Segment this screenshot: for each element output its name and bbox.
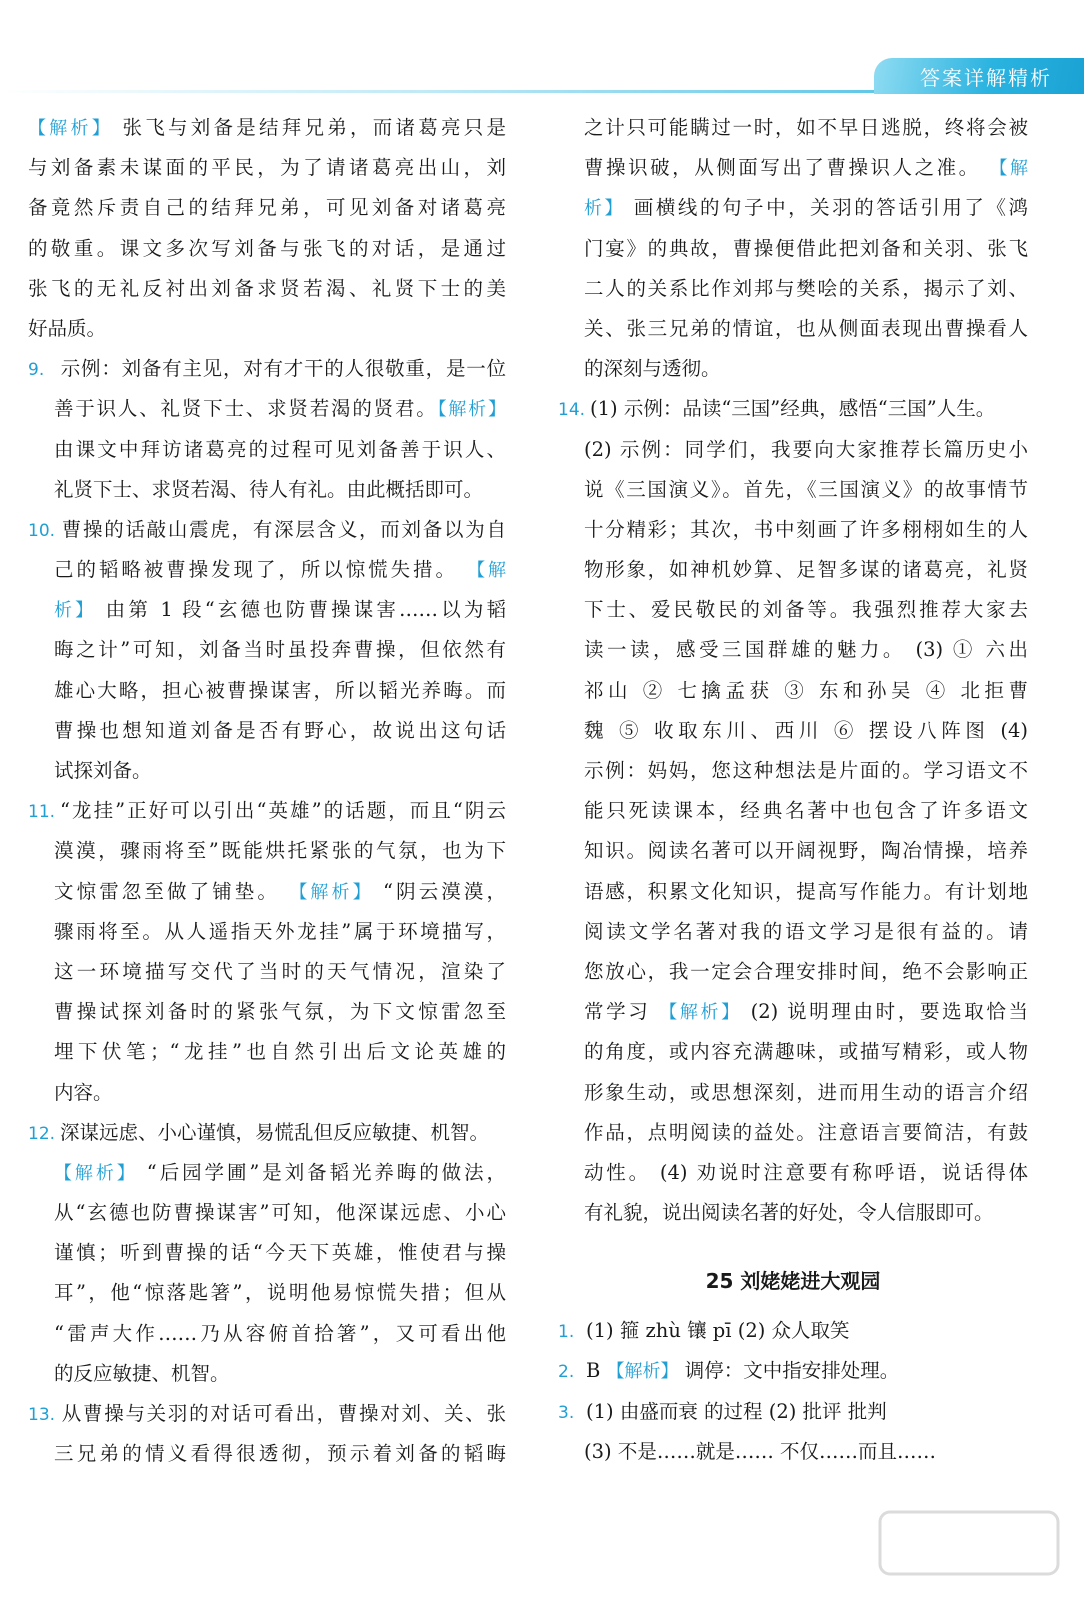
line-text: 的角度，或内容充满趣味，或描写精彩，或人物	[584, 1040, 1028, 1064]
text-line	[28, 1193, 506, 1233]
line-text: 能只死读课本，经典名著中也包含了许多语文	[584, 799, 1028, 823]
line-text: 下士、爱民敬民的刘备等。我强烈推荐大家去	[584, 598, 1028, 622]
analysis-tag: 【解析】	[606, 1361, 679, 1383]
text-line	[558, 1432, 1028, 1472]
question-number: 14.	[558, 400, 586, 421]
line-text: 语感，积累文化知识，提高写作能力。有计划地	[584, 879, 1028, 903]
line-text: 己的韬略被曹操发现了，所以惊慌失措。 【解	[54, 558, 506, 582]
line-text: 有礼貌，说出阅读名著的好处，令人信服即可。	[584, 1201, 994, 1225]
line-text: 这一环境描写交代了当时的天气情况，渲染了	[54, 959, 506, 983]
line-text: 由课文中拜访诸葛亮的过程可见刘备善于识人、	[54, 437, 506, 461]
line-text: 知识。阅读名著可以开阔视野，陶冶情操，培养	[584, 839, 1028, 863]
text-line	[28, 831, 506, 871]
text-line	[28, 590, 506, 630]
line-text: 形象生动，或思想深刻，进而用生动的语言介绍	[584, 1080, 1028, 1104]
text-line	[558, 108, 1028, 148]
text-line	[28, 229, 506, 269]
question-number: 10.	[28, 520, 56, 541]
text-line	[28, 751, 506, 791]
text-line	[558, 1073, 1028, 1113]
question-number: 11.	[28, 802, 56, 823]
text-line	[28, 349, 506, 389]
text-line	[28, 791, 506, 831]
text-line	[28, 108, 506, 148]
line-text: 门宴》的典故，曹操便借此把刘备和关羽、张飞	[584, 236, 1028, 260]
line-text: 物形象，如神机妙算、足智多谋的诸葛亮，礼贤	[584, 558, 1028, 582]
text-line	[558, 349, 1028, 389]
line-text: 的敬重。课文多次写刘备与张飞的对话，是通过	[28, 236, 506, 260]
line-text: 曹操试探刘备时的紧张气氛，为下文惊雷忽至	[54, 1000, 506, 1024]
text-line	[28, 430, 506, 470]
question-number: 3.	[558, 1402, 575, 1423]
line-text: (1) 箍 zhù 镶 pī (2) 众人取笑	[586, 1319, 850, 1343]
text-line	[28, 671, 506, 711]
analysis-tag: 析】	[54, 600, 97, 622]
line-text: 张飞的无礼反衬出刘备求贤若渴、礼贤下士的美	[28, 276, 506, 300]
line-text: 【解析】 张飞与刘备是结拜兄弟，而诸葛亮只是	[28, 116, 506, 139]
text-line	[558, 751, 1028, 791]
line-text: (1) 示例：品读“三国”经典，感悟“三国”人生。	[590, 397, 996, 421]
line-text: 试探刘备。	[54, 759, 152, 782]
text-line	[558, 389, 1028, 429]
text-line	[28, 1273, 506, 1313]
text-line	[558, 510, 1028, 550]
question-number: 2.	[558, 1362, 575, 1383]
analysis-tag: 【解析】	[289, 881, 374, 903]
line-text: 晦之计”可知，刘备当时虽投奔曹操，但依然有	[54, 638, 506, 662]
line-text: 善于识人、礼贤下士、求贤若渴的贤君。【解析】	[54, 397, 506, 421]
analysis-tag: 【解	[467, 560, 506, 582]
line-text: 读一读，感受三国群雄的魅力。 (3) ① 六出	[584, 638, 1028, 662]
text-line	[558, 590, 1028, 630]
text-line	[28, 269, 506, 309]
right-column-top	[558, 108, 1028, 1233]
text-line	[28, 992, 506, 1032]
text-line	[28, 1113, 506, 1153]
line-text: 谨慎；听到曹操的话“今天下英雄，惟使君与操	[54, 1241, 506, 1265]
line-text: 雄心大略，担心被曹操谋害，所以韬光养晦。而	[54, 678, 506, 702]
line-text: 作品，点明阅读的益处。注意语言要简洁，有鼓	[584, 1120, 1028, 1144]
line-text: 之计只可能瞒过一时，如不早日逃脱，终将会被	[584, 116, 1028, 139]
text-line	[28, 952, 506, 992]
line-text: “雷声大作……乃从容俯首拾箸”，又可看出他	[54, 1321, 506, 1345]
text-line	[28, 1032, 506, 1072]
line-text: 曹操的话敲山震虎，有深层含义，而刘备以为自	[60, 517, 506, 541]
analysis-tag: 【解析】	[437, 399, 506, 421]
header-tab: 答案详解精析	[874, 58, 1084, 94]
line-text: 您放心，我一定会合理安排时间，绝不会影响正	[584, 959, 1028, 983]
text-line	[28, 470, 506, 510]
text-line	[558, 791, 1028, 831]
text-line	[558, 711, 1028, 751]
text-line	[28, 510, 506, 550]
text-line	[28, 148, 506, 188]
text-line	[28, 1434, 506, 1474]
right-column-bottom	[558, 1311, 1028, 1472]
right-column	[558, 108, 1028, 1472]
analysis-tag: 【解析】	[659, 1002, 742, 1024]
text-line	[28, 188, 506, 228]
line-text: 十分精彩；其次，书中刻画了许多栩栩如生的人	[584, 517, 1028, 541]
text-line	[558, 1032, 1028, 1072]
text-line	[28, 711, 506, 751]
watermark-logo	[874, 1504, 1064, 1582]
text-line	[28, 630, 506, 670]
question-number: 13.	[28, 1405, 56, 1425]
analysis-tag: 【解析】	[54, 1162, 138, 1184]
text-line	[558, 430, 1028, 470]
analysis-tag: 【解	[989, 158, 1028, 180]
line-text: 示例：刘备有主见，对有才干的人很敬重，是一位	[60, 357, 506, 381]
line-text: “龙挂”正好可以引出“英雄”的话题，而且“阴云	[60, 799, 506, 823]
line-text: 的深刻与透彻。	[584, 357, 721, 381]
line-text: 二人的关系比作刘邦与樊哙的关系，揭示了刘、	[584, 276, 1028, 300]
line-text: 说《三国演义》。首先，《三国演义》的故事情节	[584, 477, 1028, 501]
text-line	[558, 992, 1028, 1032]
text-line	[558, 1193, 1028, 1233]
text-line	[558, 1113, 1028, 1153]
text-line	[558, 229, 1028, 269]
text-line	[558, 470, 1028, 510]
text-line	[558, 1153, 1028, 1193]
question-number: 1.	[558, 1322, 575, 1343]
line-text: 三兄弟的情义看得很透彻，预示着刘备的韬晦	[54, 1442, 506, 1466]
text-line	[558, 269, 1028, 309]
line-text: 常学习 【解析】 (2) 说明理由时，要选取恰当	[584, 1000, 1028, 1024]
text-line	[558, 188, 1028, 228]
line-text: 析】 画横线的句子中，关羽的答话引用了《鸿	[584, 196, 1028, 220]
line-text: 深谋远虑、小心谨慎，易慌乱但反应敏捷、机智。	[60, 1120, 490, 1144]
line-text: 从“玄德也防曹操谋害”可知，他深谋远虑、小心	[54, 1201, 506, 1225]
text-line	[558, 1311, 1028, 1351]
text-line	[558, 1392, 1028, 1432]
text-line	[558, 671, 1028, 711]
line-text: (3) 不是……就是…… 不仅……而且……	[584, 1439, 937, 1463]
analysis-tag: 析】	[584, 198, 626, 220]
line-text: 与刘备素未谋面的平民，为了请诸葛亮出山，刘	[28, 156, 506, 180]
line-text: 内容。	[54, 1080, 113, 1104]
text-line	[558, 872, 1028, 912]
question-number: 12.	[28, 1123, 56, 1144]
line-text: 析】 由第 1 段“玄德也防曹操谋害……以为韬	[54, 598, 506, 622]
line-text: 曹操也想知道刘备是否有野心，故说出这句话	[54, 718, 506, 742]
line-text: 魏 ⑤ 收取东川、西川 ⑥ 摆设八阵图 (4)	[584, 718, 1028, 742]
line-text: 骤雨将至。从人遥指天外龙挂”属于环境描写，	[54, 919, 506, 943]
text-line	[28, 1314, 506, 1354]
line-text: 好品质。	[28, 316, 107, 340]
line-text: 文惊雷忽至做了铺垫。 【解析】 “阴云漠漠，	[54, 879, 506, 903]
line-text: 埋下伏笔；“龙挂”也自然引出后文论英雄的	[54, 1040, 506, 1064]
line-text: 耳”，他“惊落匙箸”，说明他易惊慌失措；但从	[54, 1281, 506, 1305]
text-line	[28, 389, 506, 429]
line-text: 阅读文学名著对我的语文学习是很有益的。请	[584, 919, 1028, 943]
line-text: 曹操识破，从侧面写出了曹操识人之准。 【解	[584, 156, 1028, 180]
line-text: 关、张三兄弟的情谊，也从侧面表现出曹操看人	[584, 316, 1028, 340]
line-text: 备竟然斥责自己的结拜兄弟，可见刘备对诸葛亮	[28, 196, 506, 220]
text-line	[28, 912, 506, 952]
line-text: 礼贤下士、求贤若渴、待人有礼。由此概括即可。	[54, 477, 484, 501]
line-text: (1) 由盛而衰 的过程 (2) 批评 批判	[586, 1399, 887, 1423]
text-line	[558, 952, 1028, 992]
line-text: B 【解析】 调停：文中指安排处理。	[586, 1359, 900, 1383]
text-line	[558, 630, 1028, 670]
text-line	[28, 309, 506, 349]
line-text: 的反应敏捷、机智。	[54, 1361, 230, 1385]
analysis-tag: 【解析】	[28, 118, 114, 139]
text-line	[558, 1351, 1028, 1391]
line-text: 【解析】 “后园学圃”是刘备韬光养晦的做法，	[54, 1160, 506, 1184]
line-text: 示例：妈妈，您这种想法是片面的。学习语文不	[584, 759, 1028, 782]
line-text: (2) 示例：同学们，我要向大家推荐长篇历史小	[584, 437, 1028, 461]
line-text: 祁山 ② 七擒孟获 ③ 东和孙吴 ④ 北拒曹	[584, 678, 1028, 702]
text-line	[558, 912, 1028, 952]
text-line	[28, 872, 506, 912]
text-line	[558, 148, 1028, 188]
text-line	[28, 1153, 506, 1193]
text-line	[558, 309, 1028, 349]
left-column	[28, 108, 506, 1474]
question-number: 9.	[28, 360, 45, 381]
text-line	[28, 1354, 506, 1394]
line-text: 动性。 (4) 劝说时注意要有称呼语，说话得体	[584, 1160, 1028, 1184]
text-line	[28, 1073, 506, 1113]
text-line	[28, 1394, 506, 1434]
text-line	[28, 1233, 506, 1273]
text-line	[28, 550, 506, 590]
line-text: 漠漠，骤雨将至”既能烘托紧张的气氛，也为下	[54, 839, 506, 863]
section-title: 25 刘姥姥进大观园	[705, 1269, 881, 1294]
text-line	[558, 550, 1028, 590]
line-text: 从曹操与关羽的对话可看出，曹操对刘、关、张	[60, 1402, 506, 1425]
text-line	[558, 831, 1028, 871]
